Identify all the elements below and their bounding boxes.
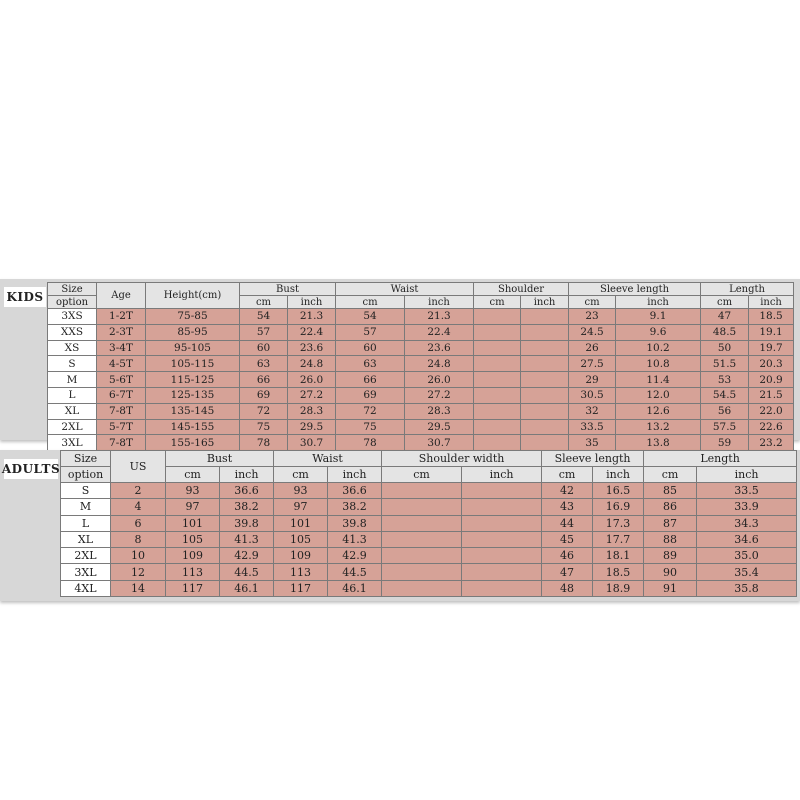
value-cell-sh-cm [474, 372, 521, 388]
size-cell: XS [48, 340, 97, 356]
value-cell-sl-in: 13.2 [616, 419, 701, 435]
value-cell-sl-in: 18.5 [593, 564, 644, 580]
value-cell-waist-cm: 57 [336, 324, 405, 340]
value-cell-waist-cm: 54 [336, 309, 405, 325]
waist-header: Waist [274, 451, 382, 467]
value-cell-len-in: 35.8 [697, 580, 797, 596]
value-cell-age: 2-3T [97, 324, 146, 340]
table-row [48, 403, 794, 419]
value-cell-len-cm: 53 [701, 372, 749, 388]
value-cell-waist-in: 21.3 [405, 309, 474, 325]
value-cell-sl-in: 9.1 [616, 309, 701, 325]
value-cell-sl-in: 12.6 [616, 403, 701, 419]
value-cell-sl-cm: 24.5 [569, 324, 616, 340]
table-row [48, 372, 794, 388]
unit-inch-header: inch [593, 467, 644, 483]
value-cell-bust-cm: 63 [240, 356, 288, 372]
value-cell-us: 10 [111, 548, 166, 564]
value-cell-sl-in: 17.7 [593, 531, 644, 547]
value-cell-waist-cm: 78 [336, 435, 405, 451]
option-header: option [48, 296, 97, 309]
value-cell-sl-cm: 27.5 [569, 356, 616, 372]
value-cell-waist-in: 36.6 [328, 483, 382, 499]
value-cell-len-in: 19.7 [749, 340, 794, 356]
value-cell-bust-cm: 93 [166, 483, 220, 499]
value-cell-bust-in: 21.3 [288, 309, 336, 325]
value-cell-bust-cm: 101 [166, 515, 220, 531]
value-cell-bust-in: 44.5 [220, 564, 274, 580]
value-cell-sh-in [462, 483, 542, 499]
value-cell-sl-cm: 35 [569, 435, 616, 451]
value-cell-sl-in: 18.9 [593, 580, 644, 596]
value-cell-sh-in [462, 580, 542, 596]
unit-cm-header: cm [274, 467, 328, 483]
value-cell-len-cm: 57.5 [701, 419, 749, 435]
unit-inch-header: inch [405, 296, 474, 309]
value-cell-sl-cm: 42 [542, 483, 593, 499]
value-cell-bust-in: 42.9 [220, 548, 274, 564]
size-cell: 3XL [48, 435, 97, 451]
value-cell-len-cm: 48.5 [701, 324, 749, 340]
size-cell: 3XS [48, 309, 97, 325]
value-cell-waist-cm: 93 [274, 483, 328, 499]
value-cell-sh-cm [474, 403, 521, 419]
unit-cm-header: cm [644, 467, 697, 483]
value-cell-sl-in: 11.4 [616, 372, 701, 388]
us-header: US [111, 451, 166, 483]
unit-cm-header: cm [382, 467, 462, 483]
value-cell-us: 8 [111, 531, 166, 547]
value-cell-len-cm: 87 [644, 515, 697, 531]
table-row [48, 324, 794, 340]
value-cell-bust-in: 24.8 [288, 356, 336, 372]
unit-cm-header: cm [569, 296, 616, 309]
value-cell-bust-cm: 69 [240, 387, 288, 403]
value-cell-waist-in: 39.8 [328, 515, 382, 531]
size-cell: 4XL [61, 580, 111, 596]
value-cell-sh-in [462, 564, 542, 580]
value-cell-waist-cm: 75 [336, 419, 405, 435]
value-cell-sh-cm [474, 356, 521, 372]
value-cell-bust-cm: 105 [166, 531, 220, 547]
value-cell-len-cm: 56 [701, 403, 749, 419]
value-cell-sl-cm: 47 [542, 564, 593, 580]
size-cell: L [48, 387, 97, 403]
value-cell-height: 135-145 [146, 403, 240, 419]
value-cell-height: 155-165 [146, 435, 240, 451]
unit-inch-header: inch [521, 296, 569, 309]
table-row [48, 356, 794, 372]
value-cell-len-in: 34.6 [697, 531, 797, 547]
value-cell-waist-in: 41.3 [328, 531, 382, 547]
value-cell-bust-cm: 97 [166, 499, 220, 515]
value-cell-len-cm: 50 [701, 340, 749, 356]
size-cell: XL [61, 531, 111, 547]
value-cell-bust-cm: 113 [166, 564, 220, 580]
size-cell: M [48, 372, 97, 388]
length-header: Length [644, 451, 797, 467]
value-cell-bust-in: 39.8 [220, 515, 274, 531]
unit-cm-header: cm [474, 296, 521, 309]
value-cell-len-cm: 51.5 [701, 356, 749, 372]
value-cell-waist-cm: 109 [274, 548, 328, 564]
value-cell-len-cm: 89 [644, 548, 697, 564]
value-cell-waist-cm: 72 [336, 403, 405, 419]
unit-inch-header: inch [616, 296, 701, 309]
unit-cm-header: cm [542, 467, 593, 483]
value-cell-sl-cm: 23 [569, 309, 616, 325]
value-cell-len-in: 22.6 [749, 419, 794, 435]
value-cell-us: 2 [111, 483, 166, 499]
size-header: Size [48, 283, 97, 296]
value-cell-waist-in: 38.2 [328, 499, 382, 515]
value-cell-sh-in [462, 548, 542, 564]
age-header: Age [97, 283, 146, 309]
value-cell-len-cm: 54.5 [701, 387, 749, 403]
unit-cm-header: cm [336, 296, 405, 309]
value-cell-sh-cm [382, 531, 462, 547]
table-row [48, 309, 794, 325]
size-cell: S [61, 483, 111, 499]
sleeve-header: Sleeve length [569, 283, 701, 296]
bust-header: Bust [240, 283, 336, 296]
value-cell-bust-cm: 72 [240, 403, 288, 419]
value-cell-us: 14 [111, 580, 166, 596]
unit-inch-header: inch [462, 467, 542, 483]
adults-size-table [60, 450, 797, 597]
value-cell-len-cm: 88 [644, 531, 697, 547]
value-cell-waist-in: 26.0 [405, 372, 474, 388]
table-row [61, 499, 797, 515]
bust-header: Bust [166, 451, 274, 467]
value-cell-waist-cm: 66 [336, 372, 405, 388]
value-cell-bust-cm: 75 [240, 419, 288, 435]
value-cell-len-in: 34.3 [697, 515, 797, 531]
value-cell-sl-in: 16.9 [593, 499, 644, 515]
value-cell-height: 75-85 [146, 309, 240, 325]
size-header: Size [61, 451, 111, 467]
value-cell-len-cm: 47 [701, 309, 749, 325]
value-cell-sh-in [462, 515, 542, 531]
value-cell-waist-cm: 97 [274, 499, 328, 515]
unit-inch-header: inch [328, 467, 382, 483]
value-cell-waist-in: 24.8 [405, 356, 474, 372]
value-cell-sl-in: 10.8 [616, 356, 701, 372]
value-cell-sl-in: 17.3 [593, 515, 644, 531]
value-cell-waist-cm: 69 [336, 387, 405, 403]
unit-cm-header: cm [701, 296, 749, 309]
value-cell-len-in: 18.5 [749, 309, 794, 325]
value-cell-sl-cm: 46 [542, 548, 593, 564]
value-cell-sh-cm [382, 548, 462, 564]
value-cell-height: 125-135 [146, 387, 240, 403]
value-cell-age: 1-2T [97, 309, 146, 325]
value-cell-waist-cm: 60 [336, 340, 405, 356]
value-cell-us: 4 [111, 499, 166, 515]
value-cell-len-in: 19.1 [749, 324, 794, 340]
value-cell-waist-in: 27.2 [405, 387, 474, 403]
value-cell-bust-cm: 117 [166, 580, 220, 596]
value-cell-sh-cm [474, 387, 521, 403]
table-row [61, 580, 797, 596]
value-cell-sh-cm [382, 580, 462, 596]
value-cell-bust-in: 29.5 [288, 419, 336, 435]
value-cell-us: 6 [111, 515, 166, 531]
value-cell-bust-in: 36.6 [220, 483, 274, 499]
value-cell-height: 95-105 [146, 340, 240, 356]
value-cell-bust-cm: 109 [166, 548, 220, 564]
value-cell-sl-cm: 44 [542, 515, 593, 531]
value-cell-waist-in: 46.1 [328, 580, 382, 596]
waist-header: Waist [336, 283, 474, 296]
value-cell-waist-cm: 101 [274, 515, 328, 531]
value-cell-bust-cm: 57 [240, 324, 288, 340]
value-cell-sh-in [521, 340, 569, 356]
size-cell: 3XL [61, 564, 111, 580]
adults-section-label: ADULTS [4, 459, 58, 479]
value-cell-sl-cm: 30.5 [569, 387, 616, 403]
value-cell-bust-cm: 78 [240, 435, 288, 451]
value-cell-sh-cm [474, 340, 521, 356]
value-cell-sl-cm: 45 [542, 531, 593, 547]
value-cell-len-in: 20.3 [749, 356, 794, 372]
table-row [61, 531, 797, 547]
value-cell-sh-cm [382, 515, 462, 531]
shoulder-header: Shoulder [474, 283, 569, 296]
unit-inch-header: inch [749, 296, 794, 309]
value-cell-sh-cm [382, 483, 462, 499]
value-cell-sl-in: 13.8 [616, 435, 701, 451]
value-cell-bust-in: 23.6 [288, 340, 336, 356]
value-cell-bust-in: 41.3 [220, 531, 274, 547]
value-cell-len-cm: 59 [701, 435, 749, 451]
value-cell-sh-cm [474, 309, 521, 325]
value-cell-height: 85-95 [146, 324, 240, 340]
value-cell-sh-in [521, 356, 569, 372]
value-cell-waist-in: 30.7 [405, 435, 474, 451]
value-cell-len-in: 23.2 [749, 435, 794, 451]
value-cell-bust-cm: 54 [240, 309, 288, 325]
value-cell-sl-in: 9.6 [616, 324, 701, 340]
kids-size-table [47, 282, 794, 451]
value-cell-bust-in: 30.7 [288, 435, 336, 451]
value-cell-len-cm: 90 [644, 564, 697, 580]
value-cell-sl-in: 18.1 [593, 548, 644, 564]
value-cell-waist-cm: 117 [274, 580, 328, 596]
option-header: option [61, 467, 111, 483]
value-cell-age: 5-7T [97, 419, 146, 435]
value-cell-len-in: 35.4 [697, 564, 797, 580]
value-cell-sl-cm: 26 [569, 340, 616, 356]
table-row [48, 419, 794, 435]
table-row [48, 435, 794, 451]
unit-inch-header: inch [697, 467, 797, 483]
value-cell-sh-in [521, 324, 569, 340]
value-cell-age: 7-8T [97, 403, 146, 419]
value-cell-sh-cm [382, 499, 462, 515]
value-cell-sl-cm: 48 [542, 580, 593, 596]
value-cell-sh-in [462, 499, 542, 515]
value-cell-sl-in: 12.0 [616, 387, 701, 403]
value-cell-waist-in: 28.3 [405, 403, 474, 419]
size-cell: XL [48, 403, 97, 419]
value-cell-sh-cm [474, 435, 521, 451]
value-cell-waist-cm: 113 [274, 564, 328, 580]
table-row [61, 564, 797, 580]
size-cell: XXS [48, 324, 97, 340]
shoulder-width-header: Shoulder width [382, 451, 542, 467]
value-cell-sh-in [462, 531, 542, 547]
value-cell-height: 115-125 [146, 372, 240, 388]
table-row [61, 548, 797, 564]
value-cell-waist-cm: 105 [274, 531, 328, 547]
value-cell-len-cm: 91 [644, 580, 697, 596]
size-cell: M [61, 499, 111, 515]
unit-inch-header: inch [220, 467, 274, 483]
size-cell: 2XL [61, 548, 111, 564]
value-cell-sh-cm [474, 324, 521, 340]
value-cell-age: 5-6T [97, 372, 146, 388]
value-cell-waist-in: 29.5 [405, 419, 474, 435]
value-cell-age: 4-5T [97, 356, 146, 372]
value-cell-len-in: 33.5 [697, 483, 797, 499]
size-cell: 2XL [48, 419, 97, 435]
value-cell-sh-in [521, 403, 569, 419]
value-cell-sl-cm: 33.5 [569, 419, 616, 435]
size-cell: S [48, 356, 97, 372]
value-cell-bust-cm: 66 [240, 372, 288, 388]
value-cell-height: 105-115 [146, 356, 240, 372]
value-cell-bust-in: 38.2 [220, 499, 274, 515]
value-cell-sh-in [521, 419, 569, 435]
value-cell-bust-in: 27.2 [288, 387, 336, 403]
size-cell: L [61, 515, 111, 531]
value-cell-sl-cm: 29 [569, 372, 616, 388]
value-cell-len-in: 35.0 [697, 548, 797, 564]
length-header: Length [701, 283, 794, 296]
value-cell-sh-in [521, 309, 569, 325]
value-cell-waist-in: 42.9 [328, 548, 382, 564]
value-cell-len-in: 20.9 [749, 372, 794, 388]
value-cell-bust-in: 28.3 [288, 403, 336, 419]
unit-inch-header: inch [288, 296, 336, 309]
value-cell-us: 12 [111, 564, 166, 580]
value-cell-bust-in: 46.1 [220, 580, 274, 596]
value-cell-len-cm: 85 [644, 483, 697, 499]
value-cell-sh-in [521, 387, 569, 403]
value-cell-age: 7-8T [97, 435, 146, 451]
value-cell-age: 6-7T [97, 387, 146, 403]
value-cell-sh-in [521, 372, 569, 388]
value-cell-len-in: 33.9 [697, 499, 797, 515]
value-cell-sh-cm [474, 419, 521, 435]
unit-cm-header: cm [166, 467, 220, 483]
value-cell-len-in: 22.0 [749, 403, 794, 419]
value-cell-len-in: 21.5 [749, 387, 794, 403]
height-header: Height(cm) [146, 283, 240, 309]
value-cell-height: 145-155 [146, 419, 240, 435]
value-cell-bust-cm: 60 [240, 340, 288, 356]
table-row [48, 340, 794, 356]
value-cell-sl-cm: 32 [569, 403, 616, 419]
value-cell-waist-in: 44.5 [328, 564, 382, 580]
kids-section-label: KIDS [4, 287, 46, 307]
table-row [48, 387, 794, 403]
value-cell-len-cm: 86 [644, 499, 697, 515]
table-row [61, 515, 797, 531]
value-cell-bust-in: 26.0 [288, 372, 336, 388]
value-cell-waist-cm: 63 [336, 356, 405, 372]
value-cell-sh-in [521, 435, 569, 451]
value-cell-sh-cm [382, 564, 462, 580]
value-cell-age: 3-4T [97, 340, 146, 356]
value-cell-sl-in: 16.5 [593, 483, 644, 499]
value-cell-waist-in: 22.4 [405, 324, 474, 340]
unit-cm-header: cm [240, 296, 288, 309]
table-row [61, 483, 797, 499]
value-cell-bust-in: 22.4 [288, 324, 336, 340]
value-cell-sl-cm: 43 [542, 499, 593, 515]
sleeve-header: Sleeve length [542, 451, 644, 467]
value-cell-waist-in: 23.6 [405, 340, 474, 356]
value-cell-sl-in: 10.2 [616, 340, 701, 356]
